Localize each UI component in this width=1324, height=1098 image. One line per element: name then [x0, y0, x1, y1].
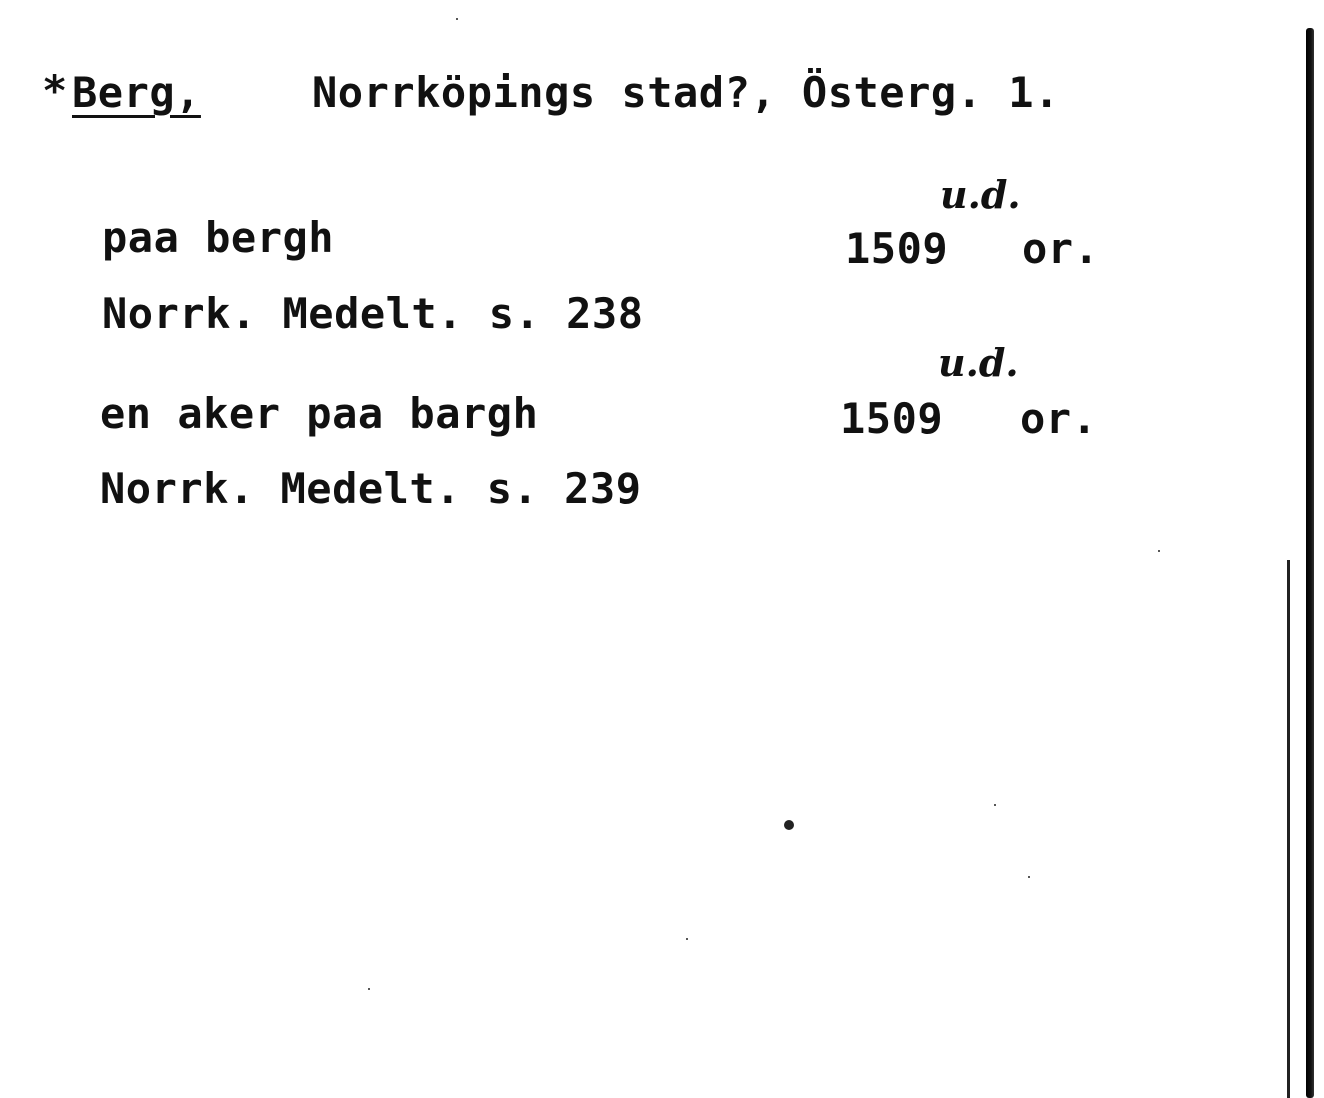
heading-place-name: Berg, — [72, 68, 201, 117]
entry-2-handwritten-annotation: u.d. — [938, 340, 1019, 385]
card-edge-shadow — [1306, 28, 1314, 1098]
ink-speck — [994, 804, 996, 806]
card-edge-line — [1287, 560, 1290, 1098]
ink-speck — [1158, 550, 1160, 552]
entry-1-handwritten-annotation: u.d. — [940, 172, 1021, 217]
entry-1-reference: Norrk. Medelt. s. 238 — [102, 289, 644, 338]
heading-location: Norrköpings stad?, Österg. 1. — [312, 68, 1060, 117]
entry-2-reference: Norrk. Medelt. s. 239 — [100, 464, 642, 513]
ink-speck — [368, 988, 370, 990]
entry-2-form: en aker paa bargh — [100, 389, 539, 438]
entry-1-year: 1509 — [845, 224, 949, 273]
entry-2-year: 1509 — [840, 394, 944, 443]
ink-speck — [456, 18, 458, 20]
ink-speck — [686, 938, 688, 940]
entry-2-source-type: or. — [1020, 394, 1098, 443]
ink-speck — [1028, 876, 1030, 878]
entry-1-source-type: or. — [1022, 224, 1100, 273]
entry-1-form: paa bergh — [102, 213, 335, 262]
ink-speck — [784, 820, 794, 830]
heading-asterisk: * — [42, 66, 68, 115]
